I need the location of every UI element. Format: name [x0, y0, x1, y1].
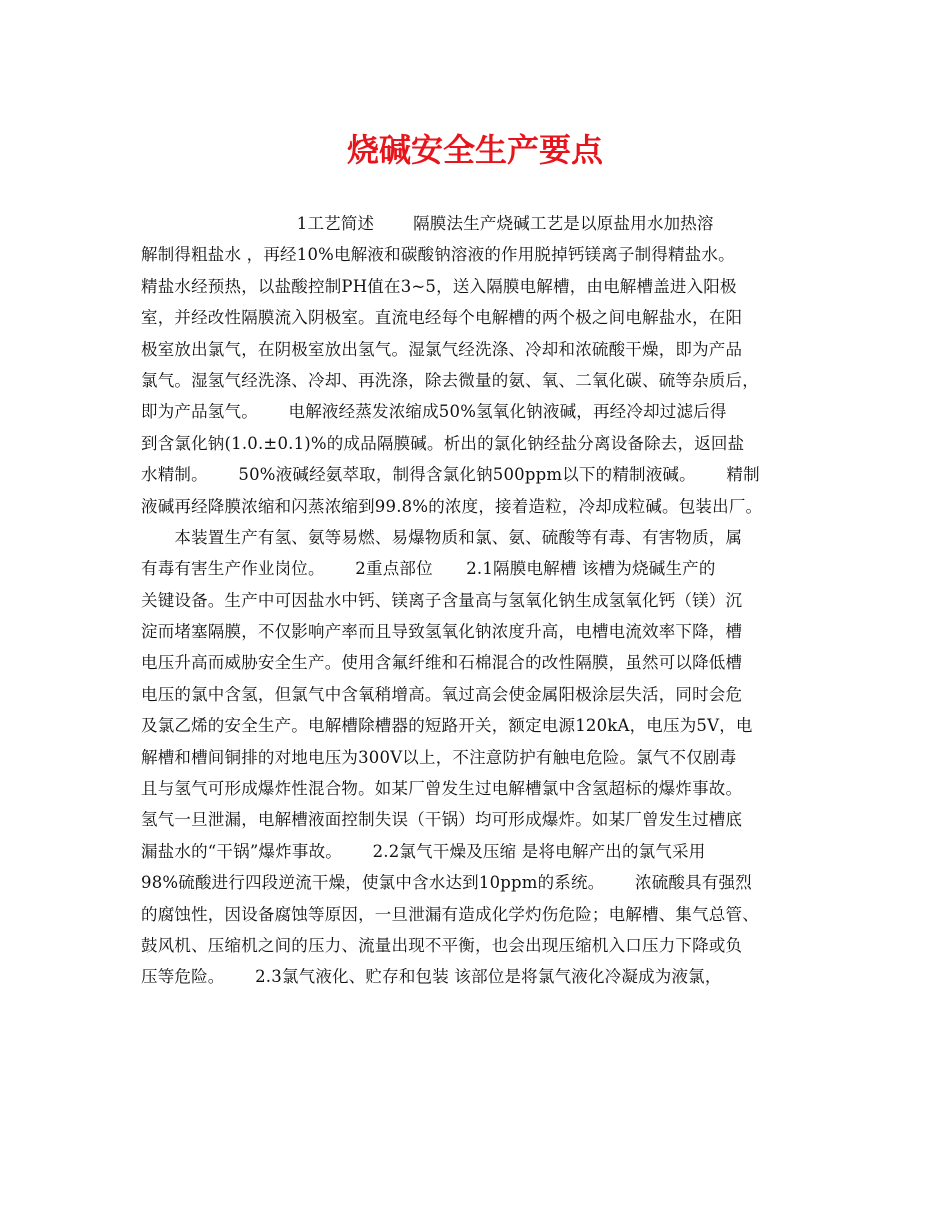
body-line: 电压的氯中含氢，但氯气中含氧稍增高。氧过高会使金属阳极涂层失活，同时会危: [141, 684, 743, 704]
body-line: 到含氯化钠(1.0.±0.1)%的成品隔膜碱。析出的氯化钠经盐分离设备除去，返回盐: [141, 433, 745, 453]
body-line: 98%硫酸进行四段逆流干燥，使氯中含水达到10ppm的系统。 浓硫酸具有强烈: [141, 873, 752, 893]
body-line: 即为产品氢气。 电解液经蒸发浓缩成50%氢氧化钠液碱，再经冷却过滤后得: [141, 402, 727, 422]
body-line: 精盐水经预热，以盐酸控制PH值在3~5，送入隔膜电解槽，由电解槽盖进入阳极: [141, 276, 737, 296]
body-line: 淀而堵塞隔膜，不仅影响产率而且导致氢氧化钠浓度升高，电槽电流效率下降，槽: [141, 622, 743, 642]
body-line: 氯气。湿氢气经洗涤、冷却、再洗涤，除去微量的氨、氧、二氧化碳、硫等杂质后，: [141, 370, 759, 390]
body-line: 本装置生产有氢、氨等易燃、易爆物质和氯、氨、硫酸等有毒、有害物质，属: [141, 527, 743, 547]
body-line: 的腐蚀性，因设备腐蚀等原因，一旦泄漏有造成化学灼伤危险；电解槽、集气总管、: [141, 904, 759, 924]
body-line: 极室放出氯气，在阴极室放出氢气。湿氯气经洗涤、冷却和浓硫酸干燥，即为产品: [141, 339, 743, 359]
body-line: 解槽和槽间铜排的对地电压为300V以上，不注意防护有触电危险。氯气不仅剧毒: [141, 747, 737, 767]
body-line: 电压升高而威胁安全生产。使用含氟纤维和石棉混合的改性隔膜，虽然可以降低槽: [141, 653, 743, 673]
body-line: 水精制。 50%液碱经氨萃取，制得含氯化钠500ppm以下的精制液碱。 精制: [141, 465, 760, 485]
body-line: 且与氢气可形成爆炸性混合物。如某厂曾发生过电解槽氯中含氢超标的爆炸事故。: [141, 779, 743, 799]
body-line: 漏盐水的“干锅”爆炸事故。 2.2氯气干燥及压缩 是将电解产出的氯气采用: [141, 841, 706, 861]
body-line: 及氯乙烯的安全生产。电解槽除槽器的短路开关，额定电源120kA，电压为5V，电: [141, 716, 753, 736]
body-line: 关键设备。生产中可因盐水中钙、镁离子含量高与氢氧化钠生成氢氧化钙（镁）沉: [141, 590, 743, 610]
body-line: 1工艺简述 隔膜法生产烧碱工艺是以原盐用水加热溶: [141, 214, 714, 233]
page-title: 烧碱安全生产要点: [346, 131, 603, 169]
body-line: 氢气一旦泄漏，电解槽液面控制失误（干锅）均可形成爆炸。如某厂曾发生过槽底: [141, 810, 743, 830]
body-line: 液碱再经降膜浓缩和闪蒸浓缩到99.8%的浓度，接着造粒，冷却成粒碱。包装出厂。: [141, 496, 763, 516]
body-line: 有毒有害生产作业岗位。 2重点部位 2.1隔膜电解槽 该槽为烧碱生产的: [141, 559, 716, 579]
body-line: 解制得粗盐水 ，再经10%电解液和碳酸钠溶液的作用脱掉钙镁离子制得精盐水。: [141, 245, 735, 265]
body-line: 压等危险。 2.3氯气液化、贮存和包装 该部位是将氯气液化冷凝成为液氯，: [141, 967, 722, 987]
document-body: [141, 208, 826, 993]
body-line: 室，并经改性隔膜流入阴极室。直流电经每个电解槽的两个极之间电解盐水，在阳: [141, 308, 743, 328]
body-line: 鼓风机、压缩机之间的压力、流量出现不平衡，也会出现压缩机入口压力下降或负: [141, 935, 743, 955]
